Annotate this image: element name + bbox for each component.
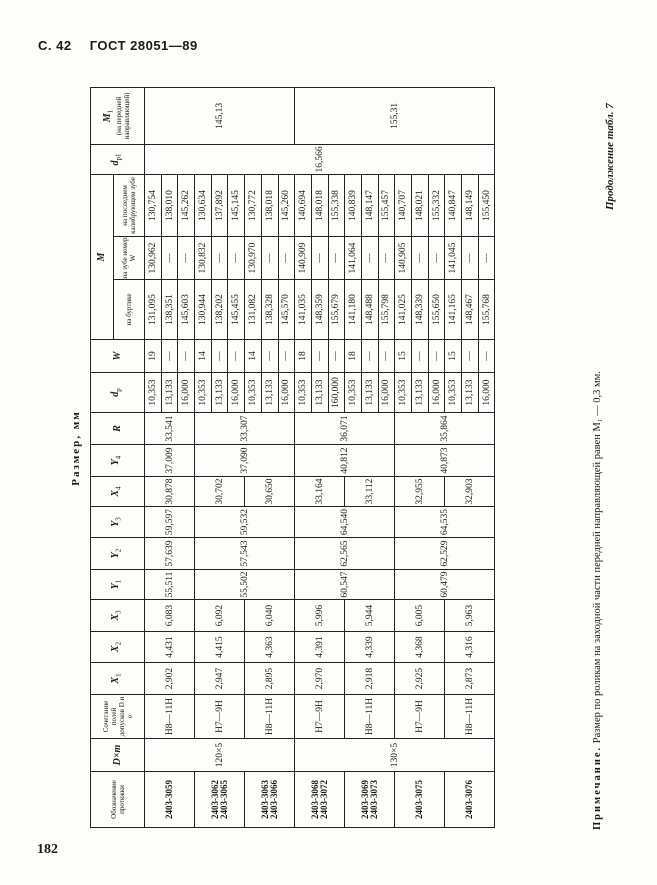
standard-number: ГОСТ 28051—89 [89, 38, 198, 53]
w-cell: — [261, 340, 278, 373]
sub: 1 [114, 673, 123, 677]
sym: X [110, 489, 122, 497]
header-y3 [91, 507, 145, 538]
dp-cell: 16,000 [228, 373, 245, 413]
x4-cell: 30,650 [245, 477, 295, 507]
m-last-cell: 130,772 [245, 174, 262, 236]
m-tooth-cell: — [211, 237, 228, 280]
y3-cell: 59,532 [195, 507, 295, 538]
x1-cell: 2,947 [195, 663, 245, 695]
x2-cell: 4,391 [295, 632, 345, 663]
m-tooth-cell: — [161, 237, 178, 280]
x1-cell: 2,918 [345, 663, 395, 695]
sub: 1 [114, 579, 123, 584]
x3-cell: 5,944 [345, 600, 395, 632]
designation-code: 2403-3075 [414, 780, 425, 819]
designation-cell [295, 772, 345, 828]
designation-cell [195, 772, 245, 828]
w-cell: — [178, 340, 195, 373]
designation-code: 2403-3069 [359, 780, 370, 819]
m-last-cell: 130,634 [195, 174, 212, 236]
dp-cell: 16,000 [378, 373, 395, 413]
m-tooth-cell: 140,909 [295, 237, 312, 280]
y2-cell: 57,639 [145, 538, 195, 570]
m-last-cell: 137,892 [211, 174, 228, 236]
w-cell: 18 [295, 340, 312, 373]
sym: Y [110, 583, 122, 590]
page-header [38, 38, 212, 53]
dp-cell: 10,353 [295, 373, 312, 413]
m-tooth-cell: — [462, 237, 479, 280]
m-tooth-cell: — [261, 237, 278, 280]
m-tooth-cell: — [311, 237, 328, 280]
m-collar-cell: 141,035 [295, 280, 312, 340]
combo-cell: H8—11H [145, 695, 195, 739]
header-w [91, 340, 145, 373]
y4-cell: 37,090 [195, 445, 295, 477]
page-number: 182 [37, 842, 58, 857]
header-dxm [91, 739, 145, 772]
sub: 4 [114, 486, 123, 490]
designation-code: 2403-3062 [209, 780, 220, 819]
header-x4 [91, 477, 145, 507]
m-last-cell: 138,018 [261, 174, 278, 236]
sub: 2 [114, 641, 123, 646]
designation-cell [245, 772, 295, 828]
m-last-cell: 148,018 [311, 174, 328, 236]
w-cell: 15 [395, 340, 412, 373]
r-cell: 36,071 [295, 413, 395, 445]
y3-cell: 59,597 [145, 507, 195, 538]
w-cell: — [378, 340, 395, 373]
combo-cell: H7—9H [295, 695, 345, 739]
w-cell: 18 [345, 340, 362, 373]
x3-cell: 5,996 [295, 600, 345, 632]
m-last-cell: 148,149 [462, 174, 479, 236]
dp-cell: 10,353 [195, 373, 212, 413]
dp-cell: 10,353 [445, 373, 462, 413]
m-last-cell: 148,147 [361, 174, 378, 236]
dp-cell: 13,133 [412, 373, 429, 413]
x4-cell: 33,164 [295, 477, 345, 507]
page-label: С. 42 [38, 38, 72, 53]
designation-code: 2403-3068 [309, 780, 320, 819]
m-collar-cell: 148,488 [361, 280, 378, 340]
r-cell: 33,541 [145, 413, 195, 445]
m-last-cell: 145,262 [178, 174, 195, 236]
header-dxm-text: D×m [111, 744, 123, 766]
m-collar-cell: 155,768 [478, 280, 495, 340]
m-tooth-cell: 141,064 [345, 237, 362, 280]
m-collar-cell: 130,944 [195, 280, 212, 340]
w-cell: — [328, 340, 345, 373]
m-last-cell: 148,021 [412, 174, 429, 236]
combo-cell: H7—9H [395, 695, 445, 739]
header-dp1 [91, 144, 145, 174]
x1-cell: 2,902 [145, 663, 195, 695]
combo-cell: H7—9H [195, 695, 245, 739]
m-last-cell: 140,839 [345, 174, 362, 236]
sym: Y [110, 520, 122, 527]
r-cell: 33,307 [195, 413, 295, 445]
sym: M [96, 252, 107, 262]
w-cell: — [361, 340, 378, 373]
m-collar-cell: 145,455 [228, 280, 245, 340]
y1-cell: 60,547 [295, 570, 395, 600]
designation-code: 2403-3059 [164, 780, 175, 819]
header-x2 [91, 632, 145, 663]
m-last-cell: 155,457 [378, 174, 395, 236]
w-cell: — [462, 340, 479, 373]
dp-cell: 13,133 [311, 373, 328, 413]
dp-cell: 13,133 [261, 373, 278, 413]
m-last-cell: 140,694 [295, 174, 312, 236]
sub: 2 [114, 548, 123, 553]
table-caption [70, 88, 82, 828]
dp-cell: 13,133 [462, 373, 479, 413]
m-tooth-cell: 130,962 [145, 237, 162, 280]
y1-cell: 55,511 [145, 570, 195, 600]
m1-cell: 155,31 [295, 87, 495, 144]
m-last-cell: 145,145 [228, 174, 245, 236]
m-collar-cell: 145,570 [278, 280, 295, 340]
dimensions-table [90, 87, 495, 828]
header-m-tooth: на зубе номер W [114, 237, 145, 280]
w-cell: — [161, 340, 178, 373]
table-continuation: Продолжение табл. 7 [604, 103, 616, 210]
x2-cell: 4,316 [445, 632, 495, 663]
m-collar-cell: 138,202 [211, 280, 228, 340]
x1-cell: 2,895 [245, 663, 295, 695]
m-tooth-cell: — [478, 237, 495, 280]
designation-code: 2403-3076 [464, 780, 475, 819]
y2-cell: 62,565 [295, 538, 395, 570]
m-collar-cell: 155,798 [378, 280, 395, 340]
w-cell: — [211, 340, 228, 373]
m-last-cell: 155,338 [328, 174, 345, 236]
x4-cell: 30,702 [195, 477, 245, 507]
m-tooth-cell: — [178, 237, 195, 280]
x3-cell: 6,040 [245, 600, 295, 632]
dp-cell: 16,000 [478, 373, 495, 413]
header-dp [91, 373, 145, 413]
header-y2 [91, 538, 145, 570]
m-tooth-cell: 141,045 [445, 237, 462, 280]
caption-text: Размер, мм [70, 410, 82, 486]
y4-cell: 40,873 [395, 445, 495, 477]
dp-cell: 13,133 [361, 373, 378, 413]
x2-cell: 4,363 [245, 632, 295, 663]
sym: X [110, 676, 122, 684]
header-r [91, 413, 145, 445]
designation-cell [395, 772, 445, 828]
x3-cell: 5,963 [445, 600, 495, 632]
y3-cell: 64,535 [395, 507, 495, 538]
w-cell: 19 [145, 340, 162, 373]
w-cell: — [412, 340, 429, 373]
designation-code: 2403-3065 [218, 780, 229, 819]
dp-cell: 10,353 [345, 373, 362, 413]
header-designation: Обозначение протяжки [91, 772, 145, 828]
m-collar-cell: 141,180 [345, 280, 362, 340]
m-last-cell: 140,707 [395, 174, 412, 236]
w-cell: 14 [195, 340, 212, 373]
combo-cell: H8—11H [445, 695, 495, 739]
table-row [195, 87, 212, 827]
m-collar-cell: 138,328 [261, 280, 278, 340]
w-cell: — [278, 340, 295, 373]
sym: W [111, 351, 123, 361]
w-cell: — [228, 340, 245, 373]
sym: X [110, 645, 122, 653]
dp-cell: 160,000 [328, 373, 345, 413]
w-cell: — [428, 340, 445, 373]
m-last-cell: 140,847 [445, 174, 462, 236]
sub: 3 [114, 610, 123, 614]
designation-code: 2403-3066 [268, 780, 279, 819]
dp-cell: 16,000 [278, 373, 295, 413]
m-collar-cell: 148,339 [412, 280, 429, 340]
m-tooth-cell: — [378, 237, 395, 280]
x4-cell: 30,878 [145, 477, 195, 507]
m-collar-cell: 155,679 [328, 280, 345, 340]
m1-cell: 145,13 [145, 87, 295, 144]
y3-cell: 64,540 [295, 507, 395, 538]
m-collar-cell: 131,095 [145, 280, 162, 340]
dp-cell: 10,353 [145, 373, 162, 413]
m-tooth-cell: 140,905 [395, 237, 412, 280]
m-tooth-cell: — [228, 237, 245, 280]
sym: M [102, 113, 114, 123]
x1-cell: 2,873 [445, 663, 495, 695]
dxm-cell: 130×5 [295, 739, 495, 772]
header-x3 [91, 600, 145, 632]
m-last-cell: 138,010 [161, 174, 178, 236]
sym: R [111, 425, 123, 432]
x4-cell: 32,903 [445, 477, 495, 507]
rotated-table-area [68, 88, 628, 828]
y1-cell: 60,479 [395, 570, 495, 600]
combo-cell: H8—11H [345, 695, 395, 739]
m-collar-cell: 141,025 [395, 280, 412, 340]
x3-cell: 6,005 [395, 600, 445, 632]
header-combo: Сочетание полей допусков D и e [91, 695, 145, 739]
table-body [145, 87, 495, 827]
m-collar-cell: 155,650 [428, 280, 445, 340]
dp-cell: 16,000 [178, 373, 195, 413]
x1-cell: 2,970 [295, 663, 345, 695]
table-row [395, 87, 412, 827]
dxm-cell: 120×5 [145, 739, 295, 772]
dp-cell: 10,353 [395, 373, 412, 413]
y1-cell: 55,502 [195, 570, 295, 600]
m-tooth-cell: 130,832 [195, 237, 212, 280]
m-last-cell: 130,754 [145, 174, 162, 236]
y4-cell: 37,009 [145, 445, 195, 477]
sub: 1 [106, 109, 115, 114]
header-m1 [91, 87, 145, 144]
m-tooth-cell: — [328, 237, 345, 280]
designation-code: 2403-3073 [368, 780, 379, 819]
designation-code: 2403-3063 [259, 780, 270, 819]
sub: p1 [114, 153, 123, 161]
sym: X [110, 613, 122, 621]
designation-cell [445, 772, 495, 828]
w-cell: 14 [245, 340, 262, 373]
x4-cell: 32,955 [395, 477, 445, 507]
sym: d [110, 391, 122, 397]
m-tooth-cell: — [412, 237, 429, 280]
header-y4 [91, 445, 145, 477]
m-collar-cell: 148,467 [462, 280, 479, 340]
y2-cell: 62,529 [395, 538, 495, 570]
x3-cell: 6,083 [145, 600, 195, 632]
table-row [295, 87, 312, 827]
r-cell: 35,864 [395, 413, 495, 445]
m-tooth-cell: 130,970 [245, 237, 262, 280]
m-collar-cell: 141,165 [445, 280, 462, 340]
combo-cell: H8—11H [245, 695, 295, 739]
m-collar-cell: 131,082 [245, 280, 262, 340]
header-m-last: на последнем калибрующем зубе [114, 174, 145, 236]
x3-cell: 6,092 [195, 600, 245, 632]
x4-cell: 33,112 [345, 477, 395, 507]
note-text: Размер по роликам на заходной части передней направляющей равен M₁ — 0,3 мм. [592, 371, 603, 744]
x1-cell: 2,925 [395, 663, 445, 695]
designation-cell [145, 772, 195, 828]
dp-cell: 13,133 [211, 373, 228, 413]
x2-cell: 4,368 [395, 632, 445, 663]
dp-cell: 13,133 [161, 373, 178, 413]
m-last-cell: 155,332 [428, 174, 445, 236]
w-cell: 15 [445, 340, 462, 373]
m-last-cell: 145,260 [278, 174, 295, 236]
m1-note: (на передней направляющей) [114, 92, 131, 140]
footnote [592, 371, 603, 830]
y4-cell: 40,812 [295, 445, 395, 477]
w-cell: — [478, 340, 495, 373]
sym: Y [110, 459, 122, 466]
sub: p [114, 388, 123, 392]
sym: Y [110, 552, 122, 559]
table-row [145, 87, 162, 827]
sub: 3 [114, 517, 123, 521]
dp-cell: 10,353 [245, 373, 262, 413]
header-m [91, 174, 114, 339]
w-cell: — [311, 340, 328, 373]
header-m-collar: на буртике [114, 280, 145, 340]
note-label: Примечание. [592, 745, 603, 830]
m-tooth-cell: — [361, 237, 378, 280]
m-last-cell: 155,450 [478, 174, 495, 236]
designation-code: 2403-3072 [318, 780, 329, 819]
x2-cell: 4,339 [345, 632, 395, 663]
header-y1 [91, 570, 145, 600]
x2-cell: 4,415 [195, 632, 245, 663]
m-tooth-cell: — [428, 237, 445, 280]
dp-cell: 16,000 [428, 373, 445, 413]
m-collar-cell: 138,351 [161, 280, 178, 340]
dp1-cell: 16,566 [145, 144, 495, 174]
m-collar-cell: 145,603 [178, 280, 195, 340]
m-collar-cell: 148,359 [311, 280, 328, 340]
sym: d [110, 160, 122, 166]
designation-cell [345, 772, 395, 828]
header-x1 [91, 663, 145, 695]
m-tooth-cell: — [278, 237, 295, 280]
sub: 4 [114, 455, 123, 460]
y2-cell: 57,543 [195, 538, 295, 570]
x2-cell: 4,431 [145, 632, 195, 663]
